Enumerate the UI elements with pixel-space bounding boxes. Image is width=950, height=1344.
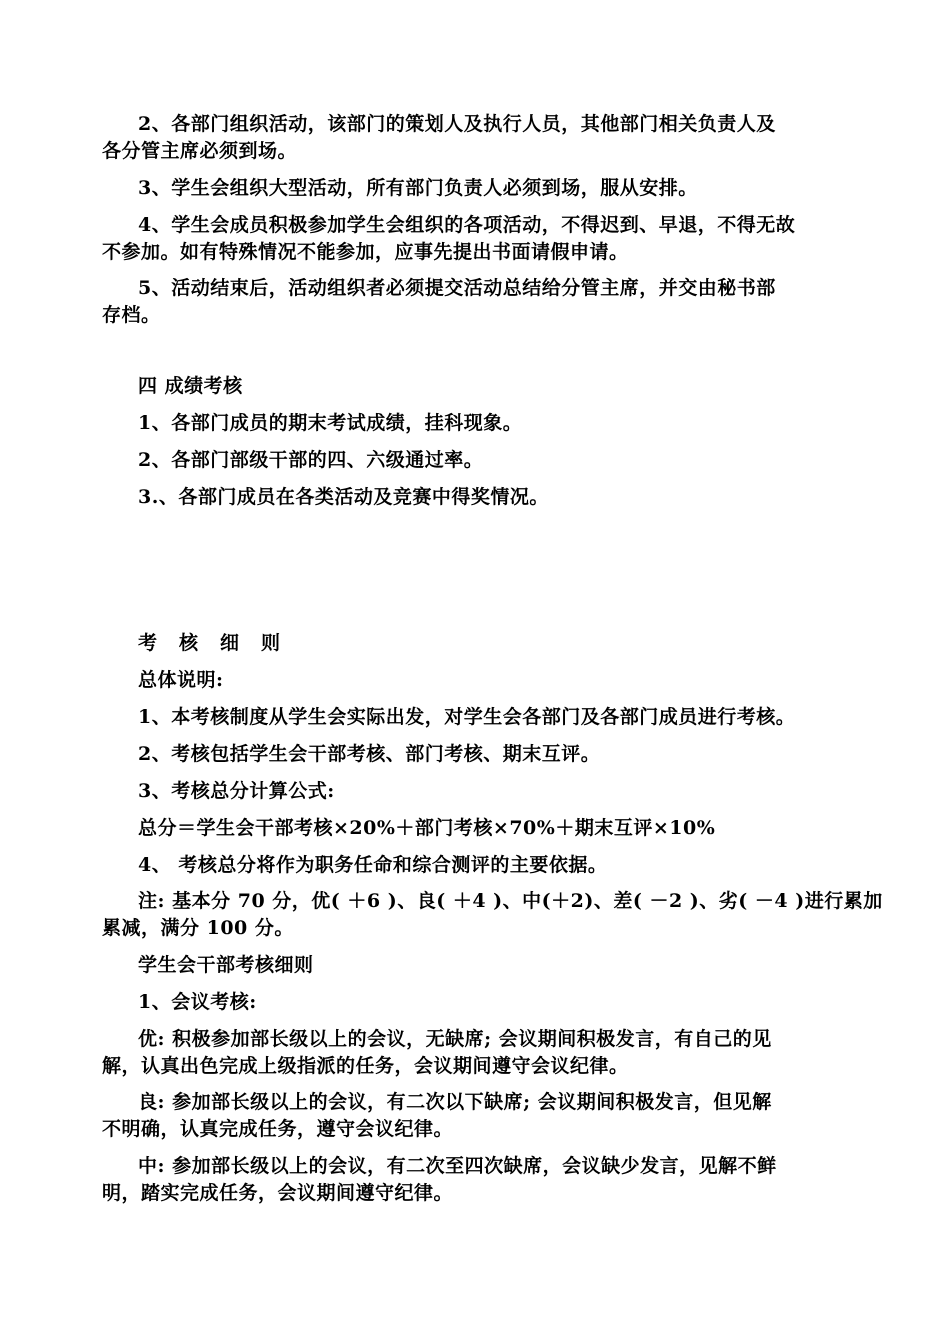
rules-formula: 总分＝学生会干部考核×20%＋部门考核×70%＋期末互评×10%	[138, 817, 716, 839]
rules-item-3: 3、考核总分计算公式:	[138, 780, 335, 802]
section3-item-4-line1: 4、学生会成员积极参加学生会组织的各项活动，不得迟到、早退，不得无故	[138, 214, 796, 236]
meeting-assessment-label: 1、会议考核:	[138, 991, 257, 1013]
section4-item-1: 1、各部门成员的期末考试成绩，挂科现象。	[138, 412, 523, 434]
rules-overview-label: 总体说明:	[138, 669, 224, 691]
section3-item-5-line2: 存档。	[102, 304, 161, 326]
rules-note-line1: 注: 基本分 70 分，优( ＋6 )、良( ＋4 )、中(＋2)、差( －2 )、劣( －4 )进行累加	[138, 890, 883, 912]
grade-good-line2: 不明确，认真完成任务，遵守会议纪律。	[102, 1118, 454, 1140]
section3-item-2-line2: 各分管主席必须到场。	[102, 140, 298, 162]
cadre-heading: 学生会干部考核细则	[138, 954, 314, 976]
section4-item-3: 3.、各部门成员在各类活动及竞赛中得奖情况。	[138, 486, 549, 508]
section3-item-5-line1: 5、活动结束后，活动组织者必须提交活动总结给分管主席，并交由秘书部	[138, 277, 776, 299]
rules-note-line2: 累减，满分 100 分。	[102, 917, 294, 939]
section3-item-2-line1: 2、各部门组织活动，该部门的策划人及执行人员，其他部门相关负责人及	[138, 113, 776, 135]
section4-heading: 四 成绩考核	[138, 375, 243, 397]
section4-item-2: 2、各部门部级干部的四、六级通过率。	[138, 449, 484, 471]
rules-item-1: 1、本考核制度从学生会实际出发，对学生会各部门及各部门成员进行考核。	[138, 706, 796, 728]
grade-medium-line2: 明，踏实完成任务，会议期间遵守纪律。	[102, 1182, 454, 1204]
rules-item-4: 4、 考核总分将作为职务任命和综合测评的主要依据。	[138, 854, 608, 876]
grade-excellent-line1: 优: 积极参加部长级以上的会议，无缺席; 会议期间积极发言，有自己的见	[138, 1028, 772, 1050]
grade-good-line1: 良: 参加部长级以上的会议，有二次以下缺席; 会议期间积极发言，但见解	[138, 1091, 772, 1113]
rules-item-2: 2、考核包括学生会干部考核、部门考核、期末互评。	[138, 743, 601, 765]
rules-title: 考核细则	[138, 632, 303, 654]
grade-medium-line1: 中: 参加部长级以上的会议，有二次至四次缺席，会议缺少发言，见解不鲜	[138, 1155, 777, 1177]
section3-item-4-line2: 不参加。如有特殊情况不能参加，应事先提出书面请假申请。	[102, 241, 629, 263]
grade-excellent-line2: 解，认真出色完成上级指派的任务，会议期间遵守会议纪律。	[102, 1055, 629, 1077]
section3-item-3-line1: 3、学生会组织大型活动，所有部门负责人必须到场，服从安排。	[138, 177, 698, 199]
